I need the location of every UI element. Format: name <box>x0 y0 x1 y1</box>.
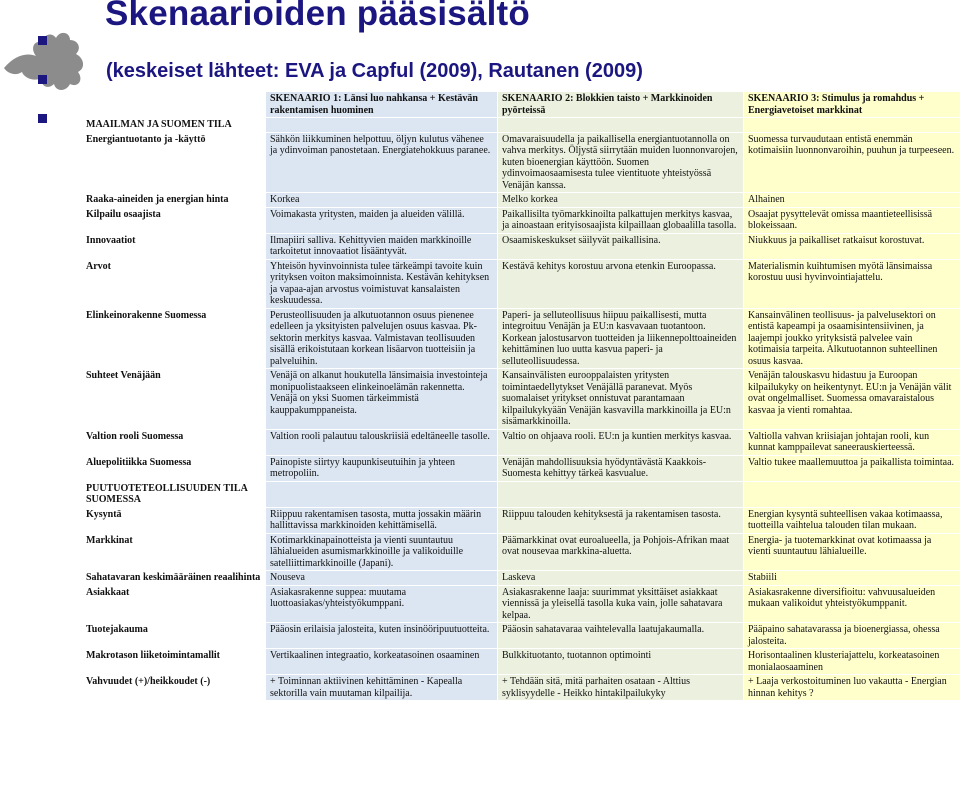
table-row <box>82 369 960 430</box>
table-row <box>82 623 960 649</box>
scenario-2-cell: Päämarkkinat ovat euroalueella, ja Pohjois-Afrikan maat ovat nousevaa markkina-aluetta. <box>498 533 744 571</box>
scenario-1-cell: Nouseva <box>266 571 498 586</box>
scenario-1-cell: Yhteisön hyvinvoinnista tulee tärkeämpi tavoite kuin yrityksen voiton maksimoinnista. Kestävän kehityksen ja vapaa-ajan arvostus voimistuvat kansalaisten keskuudessa. <box>266 259 498 308</box>
scenario-1-cell: Pääosin erilaisia jalosteita, kuten insinööripuutuotteita. <box>266 623 498 649</box>
table-row <box>82 118 960 133</box>
scenario-1-cell: Riippuu rakentamisen tasosta, mutta jossakin määrin hallittavissa markkinoiden kehittämisellä. <box>266 507 498 533</box>
scenario-3-cell: Venäjän talouskasvu hidastuu ja Euroopan kilpailukyky on heikentynyt. EU:n ja Venäjän välit ovat ongelmalliset. Suomessa omavaraistalous kasvaa ja vienti romahtaa. <box>744 369 960 430</box>
scenario-2-cell: Laskeva <box>498 571 744 586</box>
row-label: Suhteet Venäjään <box>82 369 266 430</box>
scenario-3-cell: Kansainvälinen teollisuus- ja palvelusektori on entistä kapeampi ja osaamisintensiivinen, ja laajempi joukko yrityksistä palvelee vain kotimaisia tarpeita. Alkutuotannon suhteellinen osuus kasvaa. <box>744 308 960 369</box>
table-row <box>82 259 960 308</box>
scenario-2-cell: Valtio on ohjaava rooli. EU:n ja kuntien merkitys kasvaa. <box>498 429 744 455</box>
scenario-2-cell: Riippuu talouden kehityksestä ja rakentamisen tasosta. <box>498 507 744 533</box>
scenario-table-container <box>81 91 960 811</box>
scenario-3-cell: Suomessa turvaudutaan entistä enemmän kotimaisiin luonnonvaroihin, puuhun ja turpeeseen. <box>744 132 960 193</box>
table-row <box>82 207 960 233</box>
row-label: Arvot <box>82 259 266 308</box>
scenario-1-cell: Valtion rooli palautuu talouskriisiä edeltäneelle tasolle. <box>266 429 498 455</box>
bullet-square-icon <box>38 114 47 123</box>
scenario-2-cell: Kestävä kehitys korostuu arvona etenkin Euroopassa. <box>498 259 744 308</box>
table-row <box>82 308 960 369</box>
scenario-2-cell: Paikallisilta työmarkkinoilta palkattujen merkitys kasvaa, ja ainoastaan erityisosaajista kilpaillaan globaalilla tasolla. <box>498 207 744 233</box>
scenario-3-cell: Materialismin kuihtumisen myötä länsimaissa korostuu uusi hyvinvointiajattelu. <box>744 259 960 308</box>
scenario-3-cell: Alhainen <box>744 193 960 208</box>
table-row <box>82 533 960 571</box>
scenario-2-cell: Kansainvälisten eurooppalaisten yritysten toimintaedellytykset Venäjällä paranevat. Myös suomalaiset yritykset onnistuvat parantamaan kilpailukykyään Venäjän kasvavilla markkinoilla ja EU:n sisämarkkinoilla. <box>498 369 744 430</box>
scenario-2-cell: Melko korkea <box>498 193 744 208</box>
row-label: Sahatavaran keskimääräinen reaalihinta <box>82 571 266 586</box>
scenario-1-cell: Ilmapiiri salliva. Kehittyvien maiden markkinoille tarkoitetut innovaatiot lisääntyvät. <box>266 233 498 259</box>
scenario-3-cell: Valtio tukee maallemuuttoa ja paikallista toimintaa. <box>744 455 960 481</box>
scenario-3-cell: Horisontaalinen klusteriajattelu, korkeatasoinen monialaosaaminen <box>744 649 960 675</box>
scenario-3-cell: Energian kysyntä suhteellisen vakaa kotimaassa, tuotteilla vaihtelua talouden tilan mukaan. <box>744 507 960 533</box>
scenario-3-cell: Stabiili <box>744 571 960 586</box>
row-label: Energiantuotanto ja -käyttö <box>82 132 266 193</box>
row-label: Aluepolitiikka Suomessa <box>82 455 266 481</box>
table-row <box>82 507 960 533</box>
table-row <box>82 193 960 208</box>
scenario-1-cell: Korkea <box>266 193 498 208</box>
scenario-2-cell: Pääosin sahatavaraa vaihtelevalla laatujakaumalla. <box>498 623 744 649</box>
bullet-square-icon <box>38 75 47 84</box>
scenario-1-cell: Venäjä on alkanut houkutella länsimaisia investointeja monipuolistaakseen elinkeinoelämän rakennetta. Venäjä on yksi Suomen tärkeimmistä kauppakumppaneista. <box>266 369 498 430</box>
scenario-2-cell <box>498 481 744 507</box>
scenario-2-cell <box>498 118 744 133</box>
row-label: Asiakkaat <box>82 585 266 623</box>
row-label: Raaka-aineiden ja energian hinta <box>82 193 266 208</box>
table-row <box>82 481 960 507</box>
scenario-2-cell: Omavaraisuudella ja paikallisella energiantuotannolla on vahva merkitys. Öljystä siirrytään muiden luonnonvarojen, kuten bioenergian käyttöön. Suomen ydinvoimaosaamisesta tulee vientituote yhteistyössä Venäjän kanssa. <box>498 132 744 193</box>
row-label: Markkinat <box>82 533 266 571</box>
table-row <box>82 675 960 701</box>
scenario-1-cell: Painopiste siirtyy kaupunkiseutuihin ja yhteen metropoliin. <box>266 455 498 481</box>
row-label: Vahvuudet (+)/heikkoudet (-) <box>82 675 266 701</box>
scenario-2-cell: Venäjän mahdollisuuksia hyödyntävästä Kaakkois-Suomesta kehittyy tärkeä kasvualue. <box>498 455 744 481</box>
row-label: Innovaatiot <box>82 233 266 259</box>
scenario-1-cell: Asiakasrakenne suppea: muutama luottoasiakas/yhteistyökumppani. <box>266 585 498 623</box>
table-row <box>82 233 960 259</box>
table-row <box>82 571 960 586</box>
row-label: PUUTUOTETEOLLISUUDEN TILA SUOMESSA <box>82 481 266 507</box>
scenario-3-cell: + Laaja verkostoituminen luo vakautta - Energian hinnan kehitys ? <box>744 675 960 701</box>
bullet-square-icon <box>38 36 47 45</box>
scenario-2-cell: Osaamiskeskukset säilyvät paikallisina. <box>498 233 744 259</box>
page-subtitle: (keskeiset lähteet: EVA ja Capful (2009), Rautanen (2009) <box>106 60 643 82</box>
scenario-1-cell: + Toiminnan aktiivinen kehittäminen - Kapealla sektorilla vain muutaman kilpailija. <box>266 675 498 701</box>
header-corner <box>82 92 266 118</box>
scenario-3-cell <box>744 481 960 507</box>
scenario-1-cell: Perusteollisuuden ja alkutuotannon osuus pienenee edelleen ja yksityisten palvelujen osuus kasvaa. Pk-sektorin merkitys kasvaa. Valmistavan teollisuuden sisällä erikoistutaan korkean lisäarvon tuotteisiin ja palveluihin. <box>266 308 498 369</box>
scenario-2-cell: Bulkkituotanto, tuotannon optimointi <box>498 649 744 675</box>
table-row <box>82 649 960 675</box>
scenario-3-cell: Energia- ja tuotemarkkinat ovat kotimaassa ja vienti suuntautuu lähialueille. <box>744 533 960 571</box>
row-label: Makrotason liiketoimintamallit <box>82 649 266 675</box>
scenario-table <box>81 91 960 701</box>
header-scenario-3: SKENAARIO 3: Stimulus ja romahdus + Energiavetoiset markkinat <box>744 92 960 118</box>
page-title: Skenaarioiden pääsisältö <box>105 0 530 33</box>
scenario-1-cell: Kotimarkkinapainotteista ja vienti suuntautuu lähialueiden asumismarkkinoille ja valikoiduille satelliittimarkkinoille (Japani). <box>266 533 498 571</box>
scenario-1-cell <box>266 481 498 507</box>
scenario-1-cell: Vertikaalinen integraatio, korkeatasoinen osaaminen <box>266 649 498 675</box>
row-label: Kilpailu osaajista <box>82 207 266 233</box>
table-row <box>82 132 960 193</box>
scenario-1-cell <box>266 118 498 133</box>
scenario-3-cell: Osaajat pysyttelevät omissa maantieteellisissä blokeissaan. <box>744 207 960 233</box>
scenario-2-cell: + Tehdään sitä, mitä parhaiten osataan - Alttius syklisyydelle - Heikko hintakilpailukyky <box>498 675 744 701</box>
header-scenario-2: SKENAARIO 2: Blokkien taisto + Markkinoiden pyörteissä <box>498 92 744 118</box>
row-label: Kysyntä <box>82 507 266 533</box>
scenario-3-cell: Pääpaino sahatavarassa ja bioenergiassa, ohessa jalosteita. <box>744 623 960 649</box>
scenario-3-cell <box>744 118 960 133</box>
table-row <box>82 455 960 481</box>
row-label: Valtion rooli Suomessa <box>82 429 266 455</box>
scenario-2-cell: Paperi- ja selluteollisuus hiipuu paikallisesti, mutta integroituu Venäjän ja EU:n kasvavaan tuotantoon. Korkean jalostusarvon tuotteiden ja liikennepolttoaineiden kehittäminen luo uutta kasvua paperi- ja selluteollisuudessa. <box>498 308 744 369</box>
row-label: MAAILMAN JA SUOMEN TILA <box>82 118 266 133</box>
table-header-row <box>82 92 960 118</box>
scenario-3-cell: Niukkuus ja paikalliset ratkaisut korostuvat. <box>744 233 960 259</box>
table-row <box>82 429 960 455</box>
scenario-1-cell: Voimakasta yritysten, maiden ja alueiden välillä. <box>266 207 498 233</box>
scenario-3-cell: Valtiolla vahvan kriisiajan johtajan rooli, kun kunnat kamppailevat saneerauskierteessä. <box>744 429 960 455</box>
scenario-1-cell: Sähkön liikkuminen helpottuu, öljyn kulutus vähenee ja ydinvoiman panostetaan. Energiatehokkuus paranee. <box>266 132 498 193</box>
row-label: Elinkeinorakenne Suomessa <box>82 308 266 369</box>
row-label: Tuotejakauma <box>82 623 266 649</box>
scenario-3-cell: Asiakasrakenne diversifioitu: vahvuusalueiden mukaan valikoidut yhteistyökumppanit. <box>744 585 960 623</box>
bullet-decoration <box>38 36 48 153</box>
scenario-2-cell: Asiakasrakenne laaja: suurimmat yksittäiset asiakkaat viennissä ja yleisellä tasolla kuka vain, jolle sahatavara kelpaa. <box>498 585 744 623</box>
table-row <box>82 585 960 623</box>
header-scenario-1: SKENAARIO 1: Länsi luo nahkansa + Kestävän rakentamisen huominen <box>266 92 498 118</box>
